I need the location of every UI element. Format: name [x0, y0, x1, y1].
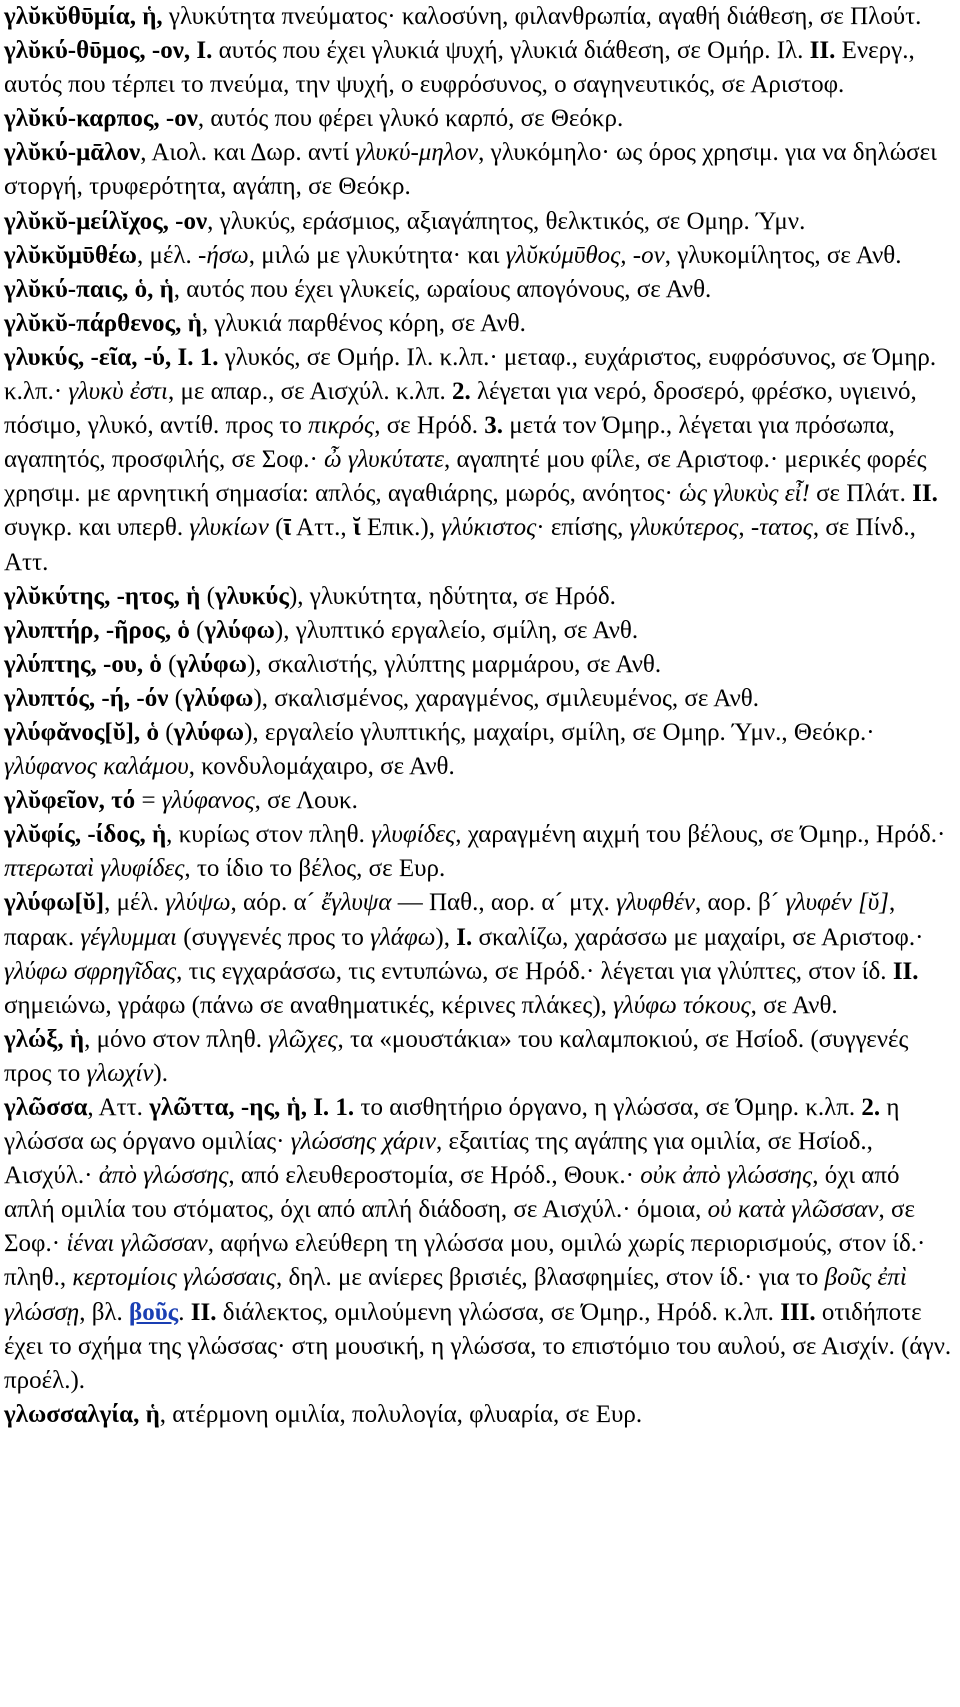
body-text: διάλεκτος, ομιλούμενη γλώσσα, σε Όμηρ., Ηρόδ. κ.λπ. — [216, 1298, 781, 1326]
italic-text: γλυκύτερος — [629, 514, 739, 542]
body-text: ), γλυπτικό εργαλείο, σμίλη, σε Ανθ. — [274, 616, 639, 644]
dictionary-entry — [4, 1023, 956, 1091]
headword-text: II. — [912, 480, 938, 508]
dictionary-entry — [4, 682, 956, 716]
italic-text: γλωχίν — [86, 1059, 154, 1087]
italic-text: πτερωταὶ γλυφίδες — [4, 855, 185, 883]
italic-text: γλῠκύμῡθος, -ον — [505, 241, 665, 269]
body-text: , μιλώ με γλυκύτητα· και — [248, 241, 506, 269]
body-text: Ενεργ., αυτός που τέρπει το πνεύμα, την ψυχή, ο ευφρόσυνος, ο σαγηνευτικός, σε Αριστοφ. — [4, 37, 915, 99]
italic-text: γέγλυμμαι — [80, 923, 178, 951]
body-text: · επίσης, — [536, 514, 630, 542]
body-text: , γλυκύς, εράσμιος, αξιαγάπητος, θελκτικός, σε Ομηρ. Ύμν. — [207, 207, 806, 235]
dictionary-entry — [4, 784, 956, 818]
italic-text: βοῦς ἐπὶ γλώσσῃ — [4, 1264, 907, 1326]
dictionary-entry — [4, 239, 956, 273]
italic-text: οὐκ ἀπὸ γλώσσης — [640, 1162, 813, 1190]
body-text: σε Πλάτ. — [809, 480, 913, 508]
italic-text: οὐ κατὰ γλῶσσαν — [707, 1196, 879, 1224]
headword-text: γλυπτήρ, -ῆρος, ὁ — [4, 616, 190, 644]
headword-text: γλώξ, ἡ — [4, 1025, 85, 1053]
body-text: ( — [200, 582, 215, 610]
body-text: μετά τον Όμηρ., λέγεται για πρόσωπα, αγαπητός, προσφιλής, σε Σοφ.· — [4, 412, 895, 474]
italic-text: γλύφω σφρηγῖδας — [4, 957, 177, 985]
body-text: , σε Ηρόδ. — [374, 412, 485, 440]
dictionary-entry — [4, 818, 956, 886]
headword-text: γλύφω — [204, 616, 275, 644]
body-text: , κονδυλομάχαιρο, σε Ανθ. — [188, 753, 455, 781]
body-text: , βλ. — [79, 1298, 130, 1326]
body-text: , αορ. β´ — [694, 889, 786, 917]
italic-text: ἱέναι γλῶσσαν — [66, 1230, 208, 1258]
headword-text: γλῠκῠ-πάρθενος, ἡ — [4, 309, 202, 337]
body-text: το αισθητήριο όργανο, η γλώσσα, σε Όμηρ. κ.λπ. — [354, 1094, 862, 1121]
headword-text: γλύφω — [176, 650, 247, 678]
cross-reference-link[interactable]: βοῦς — [129, 1298, 179, 1326]
body-text: , γλυκομίλητος, σε Ανθ. — [664, 241, 902, 269]
body-text: , εξαιτίας της αγάπης για ομιλία, σε Ησίοδ., Αισχύλ.· — [4, 1128, 873, 1190]
body-text: , Αττ. — [87, 1094, 150, 1121]
headword-text: γλύπτης, -ου, ὁ — [4, 650, 162, 678]
italic-text: κερτομίοις γλώσσαις — [72, 1264, 276, 1292]
dictionary-entry — [4, 580, 956, 614]
body-text: συγκρ. και υπερθ. — [4, 514, 190, 542]
dictionary-entry — [4, 102, 956, 136]
italic-text: γλυφίδες — [371, 821, 456, 849]
body-text: , μόνο στον πληθ. — [84, 1025, 269, 1053]
body-text: , παρακ. — [4, 889, 896, 951]
body-text: (συγγενές προς το — [177, 923, 371, 951]
body-text: , σε Ανθ. — [750, 991, 838, 1019]
headword-text: γλῠκύ-παις, ὁ, ἡ — [4, 275, 174, 303]
body-text: , αγαπητέ μου φίλε, σε Αριστοφ.· μερικές φορές χρησιμ. με αρνητική σημασία: απλός, αγαθιάρης, μωρός, ανόητος· — [4, 446, 927, 508]
headword-text: I. — [456, 923, 473, 951]
italic-text: ἀπὸ γλώσσης — [98, 1162, 229, 1190]
headword-text: γλωσσαλγία, ἡ — [4, 1400, 160, 1428]
dictionary-entry — [4, 307, 956, 341]
headword-text: γλῠκῠθῡμία, ἡ, — [4, 3, 163, 30]
dictionary-entry — [4, 886, 956, 1022]
dictionary-entry — [4, 205, 956, 239]
headword-text: ῑ — [283, 514, 292, 542]
headword-text: γλῠκύτης, -ητος, ἡ — [4, 582, 201, 610]
headword-text: γλύφω — [182, 684, 254, 712]
headword-text: γλῠφεῖον, τό — [4, 787, 136, 815]
italic-text: γλυκύ-μηλον — [355, 139, 479, 167]
body-text: = — [135, 787, 162, 815]
body-text: , Αιολ. και Δωρ. αντί — [140, 139, 356, 167]
body-text: ( — [168, 684, 183, 712]
body-text: , δηλ. με ανίερες βρισιές, βλασφημίες, στον ίδ.· για το — [275, 1264, 825, 1292]
body-text: , με απαρ., σε Αισχύλ. κ.λπ. — [167, 378, 452, 406]
headword-text: γλῠκῠμῡθέω — [4, 241, 137, 269]
headword-text: II. — [892, 957, 919, 985]
body-text: , από ελευθεροστομία, σε Ηρόδ., Θουκ.· — [228, 1162, 641, 1190]
body-text: , σε Σοφ.· — [4, 1196, 915, 1258]
italic-text: γλύφω τόκους — [613, 991, 751, 1019]
italic-text: γλῶχες — [268, 1025, 338, 1053]
dictionary-entry — [4, 273, 956, 307]
italic-text: -ήσω — [198, 241, 249, 269]
body-text: ), σκαλισμένος, χαραγμένος, σμιλευμένος, σε Ανθ. — [253, 684, 760, 712]
dictionary-entry — [4, 614, 956, 648]
headword-text: II. — [809, 37, 836, 65]
body-text: , μέλ. — [136, 241, 198, 269]
headword-text: III. — [780, 1298, 816, 1326]
headword-text: γλύφᾰνος[ῠ], ὁ — [4, 718, 159, 746]
italic-text: γλύφανος — [161, 787, 255, 815]
italic-text: ὦ γλυκύτατε — [324, 446, 445, 474]
body-text: — Παθ., αορ. α´ μτχ. — [391, 889, 617, 917]
body-text: , σε Πίνδ., Αττ. — [4, 514, 916, 576]
headword-text: γλυπτός, -ή, -όν — [4, 684, 169, 712]
body-text: Αττ., — [291, 514, 353, 542]
headword-text: γλῠκύ-καρπος, -ον — [4, 105, 198, 133]
italic-text: γλώσσης χάριν — [290, 1128, 436, 1156]
italic-text: γλύφανος καλάμου — [4, 753, 189, 781]
body-text: , ατέρμονη ομιλία, πολυλογία, φλυαρία, σε Ευρ. — [159, 1400, 643, 1428]
dictionary-entry — [4, 1091, 956, 1398]
body-text: η γλώσσα ως όργανο ομιλίας· — [4, 1094, 900, 1156]
body-text: σκαλίζω, χαράσσω με μαχαίρι, σε Αριστοφ.· — [472, 923, 924, 951]
body-text: . — [178, 1298, 191, 1326]
body-text: λέγεται για νερό, δροσερό, φρέσκο, υγιεινό, πόσιμο, γλυκό, αντίθ. προς το — [4, 378, 917, 440]
body-text: , σε Λουκ. — [254, 787, 358, 815]
headword-text: γλῠκύ-μᾱλον — [4, 139, 141, 167]
body-text: ), γλυκύτητα, ηδύτητα, σε Ηρόδ. — [288, 582, 616, 610]
dictionary-entry — [4, 0, 956, 34]
body-text: , αόρ. α´ — [230, 889, 322, 917]
italic-text: ὡς γλυκὺς εἶ! — [679, 480, 810, 508]
headword-text: γλυκύς — [214, 582, 289, 610]
headword-text: γλῠκύ-θῡμος, -ον, I. — [4, 37, 213, 65]
body-text: , αυτός που έχει γλυκείς, ωραίους απογόνους, σε Ανθ. — [173, 275, 712, 303]
dictionary-entry — [4, 136, 956, 204]
dictionary-entry — [4, 716, 956, 784]
body-text: , κυρίως στον πληθ. — [166, 821, 372, 849]
italic-text: πικρός — [308, 412, 375, 440]
headword-text: γλῶττα, -ης, ἡ, I. 1. — [149, 1094, 355, 1121]
headword-text: ῐ — [352, 514, 361, 542]
body-text: , τις εγχαράσσω, τις εντυπώνω, σε Ηρόδ.· λέγεται για γλύπτες, στον ίδ. — [176, 957, 893, 985]
body-text: ( — [159, 718, 174, 746]
italic-text: τατος — [759, 514, 813, 542]
body-text: , μέλ. — [104, 889, 166, 917]
body-text: αυτός που έχει γλυκιά ψυχή, γλυκιά διάθεση, σε Ομήρ. Ιλ. — [212, 37, 810, 65]
body-text: οτιδήποτε έχει το σχήμα της γλώσσας· στη μουσική, η γλώσσα, το επιστόμιο του αυλού, σε Αισχίν. (άγν. προέλ.). — [4, 1298, 952, 1394]
body-text: ), σκαλιστής, γλύπτης μαρμάρου, σε Ανθ. — [246, 650, 662, 678]
headword-text: 2. — [451, 378, 471, 406]
body-text: ( — [161, 650, 177, 678]
body-text: , αυτός που φέρει γλυκό καρπό, σε Θεόκρ. — [197, 105, 624, 133]
italic-text: γλυφθέν — [616, 889, 695, 917]
headword-text: γλῠκῠ-μείλῐχος, -ον — [4, 207, 208, 235]
headword-text: 2. — [861, 1094, 881, 1121]
body-text: Επικ.), — [360, 514, 442, 542]
italic-text: γλύκιστος — [441, 514, 537, 542]
dictionary-entry — [4, 648, 956, 682]
body-text: ), εργαλείο γλυπτικής, μαχαίρι, σμίλη, σε Ομηρ. Ύμν., Θεόκρ.· — [244, 718, 875, 746]
body-text: , γλυκόμηλο· ως όρος χρησιμ. για να δηλώσει στοργή, τρυφερότητα, αγάπη, σε Θεόκρ. — [4, 139, 937, 201]
italic-text: γλυκίων — [189, 514, 269, 542]
body-text: γλυκύτητα πνεύματος· καλοσύνη, φιλανθρωπία, αγαθή διάθεση, σε Πλούτ. — [162, 3, 922, 30]
headword-text: 3. — [484, 412, 503, 440]
body-text: , το ίδιο το βέλος, σε Ευρ. — [184, 855, 446, 883]
body-text: σημειώνω, γράφω (πάνω σε αναθηματικές, κέρινες πλάκες), — [4, 991, 614, 1019]
body-text: ). — [153, 1059, 168, 1087]
dictionary-entry — [4, 34, 956, 102]
italic-text: γλύψω — [165, 889, 231, 917]
body-text: , αφήνω ελεύθερη τη γλώσσα μου, ομιλώ χωρίς περιορισμούς, στον ίδ.· πληθ., — [4, 1230, 926, 1292]
body-text: γλυκός, σε Ομήρ. Ιλ. κ.λπ.· μεταφ., ευχάριστος, ευφρόσυνος, σε Όμηρ. κ.λπ.· — [4, 343, 937, 406]
headword-text: II. — [190, 1298, 217, 1326]
headword-text: γλύφω[ῠ] — [4, 889, 105, 917]
body-text: , χαραγμένη αιχμή του βέλους, σε Όμηρ., Ηρόδ.· — [455, 821, 946, 849]
body-text: ), — [435, 923, 457, 951]
dictionary-entry — [4, 341, 956, 580]
body-text: ( — [268, 514, 284, 542]
headword-text: γλῶσσα — [4, 1094, 88, 1121]
body-text: , γλυκιά παρθένος κόρη, σε Ανθ. — [201, 309, 526, 337]
italic-text: ἔγλυψα — [321, 889, 392, 917]
dictionary-entry — [4, 1398, 956, 1432]
body-text: , τα «μουστάκια» του καλαμποκιού, σε Ησίοδ. (συγγενές προς το — [4, 1025, 909, 1087]
headword-text: γλύφω — [173, 718, 245, 746]
body-text: , όχι από απλή ομιλία του στόματος, όχι από απλή διάδοση, σε Αισχύλ.· όμοια, — [4, 1162, 900, 1224]
italic-text: γλάφω — [370, 923, 436, 951]
italic-text: γλυφέν [ῠ] — [785, 889, 889, 917]
body-text: , - — [738, 514, 760, 542]
headword-text: γλῠφίς, -ίδος, ἡ — [4, 821, 167, 849]
italic-text: γλυκὺ ἐστι — [68, 378, 168, 406]
body-text: ( — [189, 616, 205, 644]
headword-text: γλυκύς, -εῖα, -ύ, I. 1. — [4, 343, 219, 371]
